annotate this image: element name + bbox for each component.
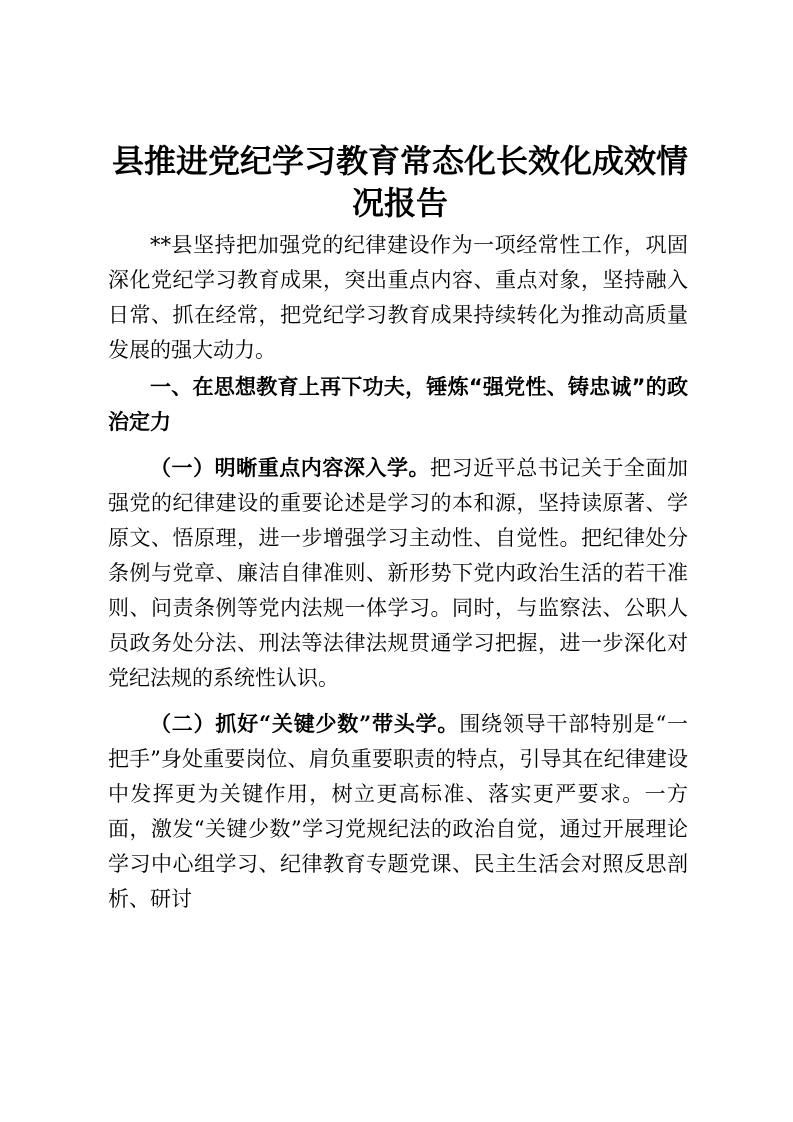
subsection-2-paragraph (108, 706, 688, 917)
subsection-2-text: 围绕领导干部特别是“一把手”身处重要岗位、肩负重要职责的特点，引导其在纪律建设中发挥更为关键作用，树立更高标准、落实更严要求。一方面，激发“关键少数”学习党规纪法的政治自觉，通过开展理论学习中心组学习、纪律教育专题党课、民主生活会对照反思剖析、研讨 (108, 712, 688, 911)
subsection-2-lead: （二）抓好“关键少数”带头学。 (150, 711, 460, 736)
document-title: 县推进党纪学习教育常态化长效化成效情况报告 (111, 142, 688, 222)
subsection-1-text: 把习近平总书记关于全面加强党的纪律建设的重要论述是学习的本和源，坚持读原著、学原文、悟原理，进一步增强学习主动性、自觉性。把纪律处分条例与党章、廉洁自律准则、新形势下党内政治生活的若干准则、问责条例等党内法规一体学习。同时，与监察法、公职人员政务处分法、刑法等法律法规贯通学习把握，进一步深化对党纪法规的系统性认识。 (108, 456, 689, 690)
subsection-1-paragraph (108, 450, 688, 696)
intro-paragraph: **县坚持把加强党的纪律建设作为一项经常性工作，巩固深化党纪学习教育成果，突出重点内容、重点对象，坚持融入日常、抓在经常，把党纪学习教育成果持续转化为推动高质量发展的强大动力。 (108, 233, 688, 362)
document-body (108, 228, 688, 917)
section-1-heading: 一、在思想教育上再下功夫，锤炼“强党性、铸忠诚”的政治定力 (108, 375, 688, 434)
subsection-1-lead: （一）明晰重点内容深入学。 (150, 455, 431, 480)
